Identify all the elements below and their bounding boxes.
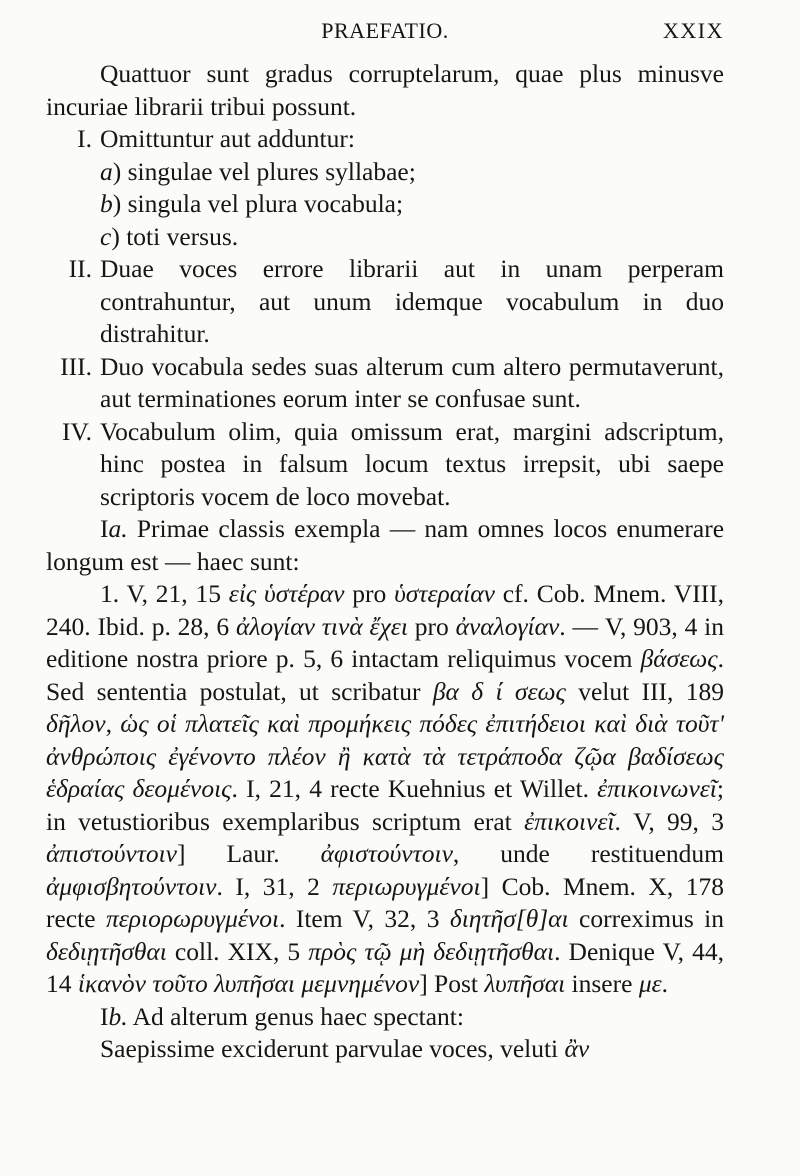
greek-run: ἂν [564, 1034, 590, 1063]
greek-run: δῆλον, ὡς οἱ πλατεῖς καὶ προμήκεις πόδες ἐπιτήδειοι καὶ διὰ τοῦτ' ἀνθρώποις ἐγένοντο πλέον ἢ κατὰ τὰ τετράποδα ζῷα βαδίσεως ἑδραίας δεομένοις [46, 709, 724, 803]
section-label-number: I [100, 1001, 109, 1031]
subitem-c: c) toti versus. [100, 221, 239, 251]
greek-run: πρὸς τῷ μὴ δεδιῃτῆσθαι [308, 936, 555, 966]
text-run: , unde restituendum [452, 839, 724, 868]
greek-run: ὑστεραίαν [394, 579, 495, 608]
greek-run: ἐπικοινωνεῖ [597, 774, 717, 803]
page-body [46, 58, 724, 1066]
subitem-text: toti versus. [126, 221, 239, 251]
list-item-text: Duae voces errore librarii aut in unam perperam contrahuntur, aut unum idemque vocabulum in duo distrahitur. [100, 254, 724, 348]
subitem-b: b) singula vel plura vocabula; [100, 189, 404, 218]
greek-run: ἀπιστούντοιν [46, 839, 177, 868]
text-run: Saepissime exciderunt parvulae voces, veluti [100, 1034, 565, 1063]
text-run: ] Cob. Mnem. X, 178 recte [46, 871, 724, 933]
page-number: XXIX [663, 18, 724, 43]
text-run: 1. V, 21, 15 [100, 579, 229, 608]
text-run: pro [344, 579, 395, 608]
greek-run: περιορωρυγμένοι [105, 904, 280, 933]
roman-numeral: IV. [62, 416, 92, 446]
section-b-text: Ad alterum genus haec spectant: [132, 1001, 464, 1031]
list-item-iv [46, 416, 724, 514]
list-item-ii [46, 253, 724, 351]
text-run: . Item V, 32, 3 [279, 904, 450, 933]
greek-run: ἀναλογίαν [455, 611, 560, 641]
text-run: ; in vetustioribus exemplaribus scriptum erat [46, 774, 724, 836]
subitem-a: a) singulae vel plures syllabae; [100, 156, 416, 186]
list-item-iii [46, 351, 724, 416]
subitem-text: singulae vel plures syllabae; [127, 156, 416, 186]
greek-run: με [638, 969, 662, 998]
greek-run: ἀλογίαν τινὰ ἔχει [235, 611, 408, 641]
text-run: insere [565, 969, 639, 998]
text-run: . I, 31, 2 [216, 871, 333, 901]
subitem-text: singula vel plura vocabula; [127, 189, 404, 218]
greek-run: ἱκανὸν τοῦτο λυπῆσαι μεμνημένον [77, 969, 420, 998]
roman-numeral: II. [68, 254, 92, 283]
greek-run: διητῆσ[θ]αι [449, 904, 569, 933]
text-run: . V, 99, 3 [614, 806, 724, 836]
greek-run: βάσεως [640, 644, 718, 673]
text-run: . Denique V, 44, 14 [46, 936, 725, 998]
roman-numeral: I. [77, 124, 92, 153]
text-run: . Sed sententia postulat, ut scribatur [46, 644, 724, 706]
examples-paragraph [46, 578, 724, 1001]
section-label-number: I [100, 514, 109, 543]
list-item-text: Vocabulum olim, quia omissum erat, margini adscriptum, hinc postea in falsum locum textus irrepsit, ubi saepe scriptoris vocem de loco movebat. [100, 416, 724, 511]
text-run: correximus in [568, 904, 724, 933]
text-run: . I, 21, 4 recte Kuehnius et Willet. [231, 774, 598, 803]
section-label-letter: a. [108, 514, 128, 543]
section-a-heading [46, 513, 724, 578]
roman-numeral: III. [60, 351, 92, 381]
intro-paragraph: Quattuor sunt gradus corruptelarum, quae plus minusve incuriae librarii tribui possunt. [46, 59, 724, 121]
text-run: . — V, 903, 4 in editione nostra priore p. 5, 6 intactam reliquimus vocem [46, 611, 724, 673]
subitem-letter: c [100, 221, 112, 251]
subitem-letter: b [100, 189, 113, 218]
text-run: . [661, 969, 669, 998]
greek-run: εἰς ὑστέραν [228, 579, 345, 608]
text-run: ] Laur. [177, 839, 321, 868]
running-title: PRAEFATIO. [321, 18, 449, 43]
section-label-letter: b. [108, 1001, 128, 1031]
section-b-heading [46, 1001, 724, 1034]
text-run: ] Post [419, 969, 485, 998]
last-line [46, 1033, 724, 1066]
greek-run: λυπῆσαι [484, 969, 566, 998]
text-run: velut III, 189 [565, 676, 724, 706]
greek-run: περιωρυγμένοι [332, 871, 481, 901]
subitem-letter: a [100, 156, 113, 186]
list-item-i [46, 123, 724, 156]
greek-run: ἐπικοινεῖ [524, 806, 615, 836]
section-a-text: Primae classis exempla — nam omnes locos enumerare longum est — haec sunt: [46, 514, 725, 576]
text-run: pro [407, 611, 456, 641]
greek-run: βα δ ί σεως [432, 676, 566, 706]
running-header [46, 18, 724, 48]
list-item-text: Duo vocabula sedes suas alterum cum altero permutaverunt, aut terminationes eorum inter se confusae sunt. [100, 351, 724, 413]
text-run: coll. XIX, 5 [166, 936, 309, 966]
greek-run: δεδιῃτῆσθαι [46, 936, 167, 966]
list-item-text: Omittuntur aut adduntur: [100, 124, 355, 153]
greek-run: ἀφιστούντοιν [320, 839, 453, 868]
text-run: cf. Cob. Mnem. VIII, 240. Ibid. p. 28, 6 [46, 579, 724, 641]
greek-run: ἀμφισβητούντοιν [46, 871, 217, 901]
